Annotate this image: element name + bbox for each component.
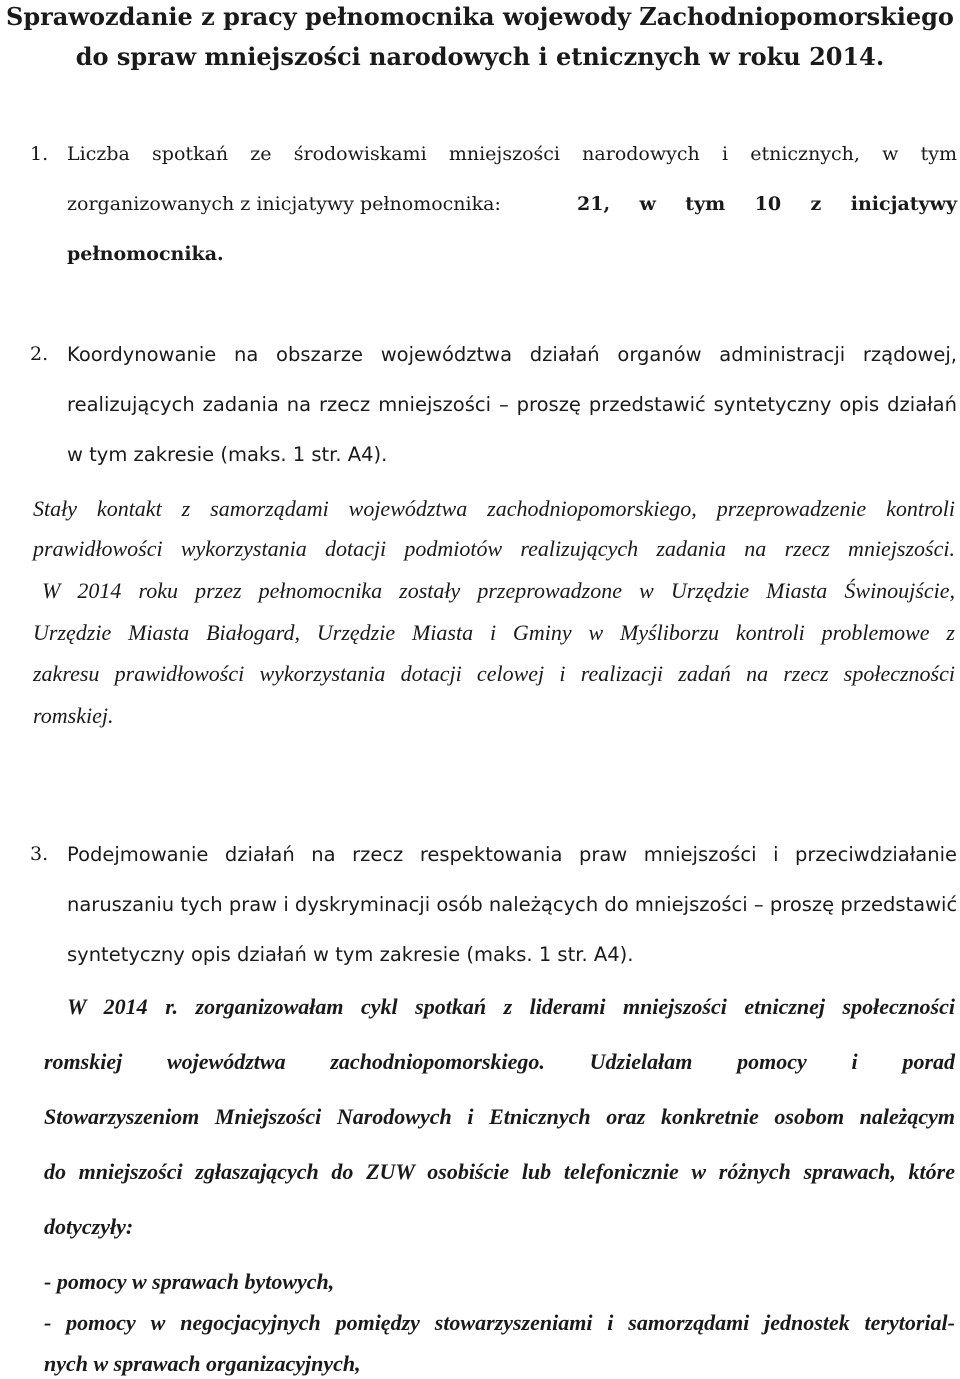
section-2-answer-line-5: zakresu prawidłowości wykorzystania dotacji celowej i realizacji zadań na rzecz społeczności <box>33 661 955 686</box>
section-2-number: 2. <box>30 343 49 365</box>
section-1-count: 21, w tym 10 z inicjatywy <box>577 193 957 215</box>
section-2-line-1: Koordynowanie na obszarze województwa działań organów administracji rządowej, <box>67 343 957 366</box>
section-1-line-3: pełnomocnika. <box>67 243 224 265</box>
section-3-answer-line-5: dotyczyły: <box>44 1214 134 1239</box>
section-2-answer-line-1: Stały kontakt z samorządami województwa zachodniopomorskiego, przeprowadzenie kontroli <box>33 496 955 521</box>
section-3-line-1: Podejmowanie działań na rzecz respektowania praw mniejszości i przeciwdziałanie <box>67 843 957 866</box>
section-3-bullet-2: - pomocy w negocjacyjnych pomiędzy stowarzyszeniami i samorządami jednostek terytorial- <box>44 1310 955 1335</box>
section-3-bullet-1: - pomocy w sprawach bytowych, <box>44 1269 335 1294</box>
section-2-line-3: w tym zakresie (maks. 1 str. A4). <box>67 443 388 466</box>
section-3-answer-line-2: romskiej województwa zachodniopomorskiego. Udzielałam pomocy i porad <box>44 1049 955 1074</box>
section-1-line-1: Liczba spotkań ze środowiskami mniejszości narodowych i etnicznych, w tym <box>67 143 957 165</box>
section-1-line-2a: zorganizowanych z inicjatywy pełnomocnika: <box>67 193 501 215</box>
section-3-bullet-3: nych w sprawach organizacyjnych, <box>44 1351 361 1376</box>
section-2-answer-line-3: W 2014 roku przez pełnomocnika zostały przeprowadzone w Urzędzie Miasta Świnoujście, <box>42 578 955 603</box>
section-3-number: 3. <box>30 843 49 865</box>
document-title-line-1: Sprawozdanie z pracy pełnomocnika wojewody Zachodniopomorskiego <box>6 2 954 31</box>
section-2-line-2: realizujących zadania na rzecz mniejszości – proszę przedstawić syntetyczny opis działań <box>67 393 957 416</box>
section-3-answer-line-4: do mniejszości zgłaszających do ZUW osobiście lub telefonicznie w różnych sprawach, które <box>44 1159 955 1184</box>
section-3-line-2: naruszaniu tych praw i dyskryminacji osób należących do mniejszości – proszę przedstawić <box>67 893 958 916</box>
section-2-answer-line-4: Urzędzie Miasta Białogard, Urzędzie Miasta i Gminy w Myśliborzu kontroli problemowe z <box>33 620 955 645</box>
document-title-line-2: do spraw mniejszości narodowych i etnicznych w roku 2014. <box>75 42 885 71</box>
section-2-answer-line-6: romskiej. <box>33 703 114 728</box>
section-3-line-3: syntetyczny opis działań w tym zakresie (maks. 1 str. A4). <box>67 943 634 966</box>
section-3-answer-line-3: Stowarzyszeniom Mniejszości Narodowych i Etnicznych oraz konkretnie osobom należącym <box>44 1104 955 1129</box>
section-2-answer-line-2: prawidłowości wykorzystania dotacji podmiotów realizujących zadania na rzecz mniejszości. <box>33 536 955 561</box>
section-3-answer-line-1: W 2014 r. zorganizowałam cykl spotkań z liderami mniejszości etnicznej społeczności <box>67 994 955 1019</box>
section-1-number: 1. <box>30 143 49 165</box>
